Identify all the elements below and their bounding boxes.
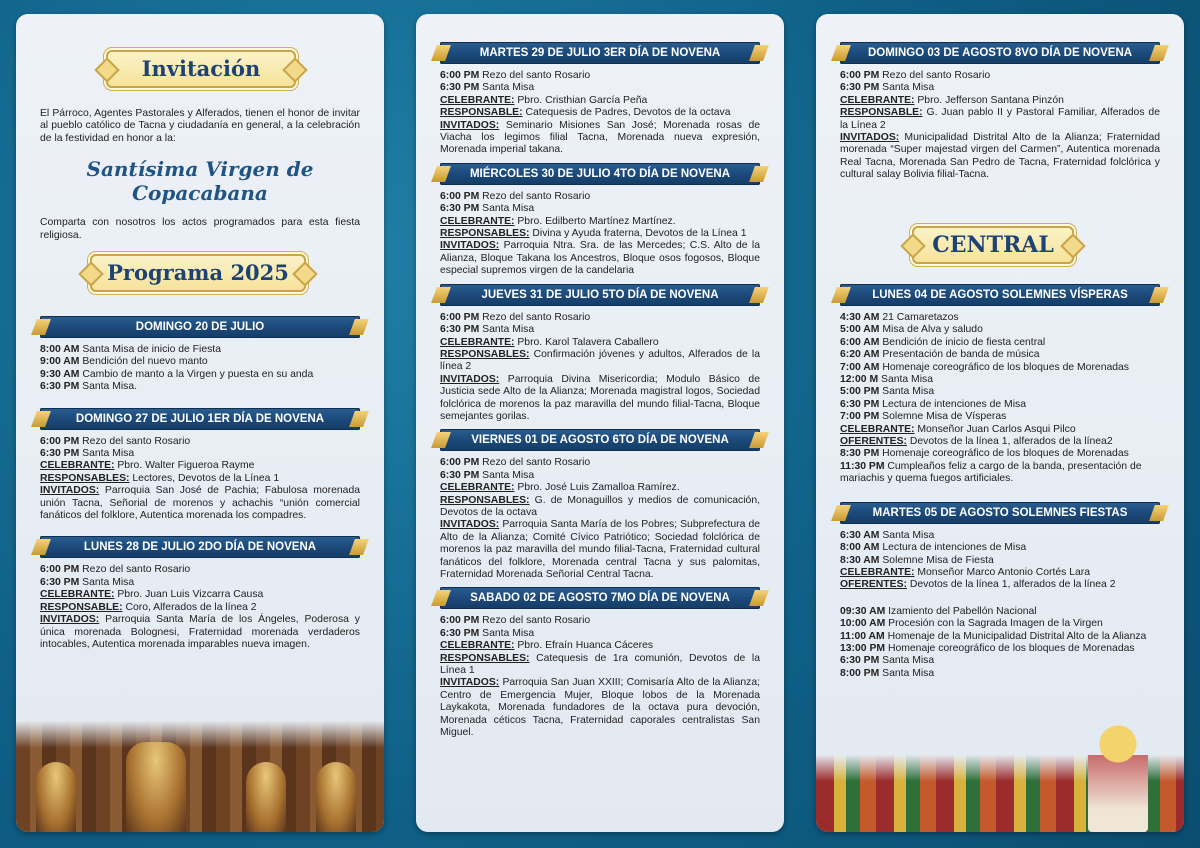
- activity: Santa Misa: [82, 576, 135, 588]
- celebrante-value: Pbro. Edilberto Martínez Martínez.: [517, 215, 676, 227]
- schedule-list: [840, 70, 1160, 182]
- time: 6:00 AM: [840, 336, 880, 348]
- day-header: DOMINGO 03 DE AGOSTO 8VO DÍA DE NOVENA: [840, 42, 1160, 64]
- responsables-label: RESPONSABLES:: [440, 494, 530, 506]
- activity: Santa Misa: [882, 667, 935, 679]
- time: 6:30 PM: [840, 398, 880, 410]
- activity: Rezo del santo Rosario: [82, 435, 191, 447]
- activity: Homenaje coreográfico de los bloques de Morenadas: [882, 448, 1129, 460]
- celebrante-label: CELEBRANTE:: [440, 640, 515, 652]
- responsables-value: Catequesis de Padres, Devotos de la octava: [525, 107, 731, 119]
- altar-arch: [246, 762, 286, 832]
- celebrante-value: Monseñor Marco Antonio Cortés Lara: [917, 566, 1091, 578]
- responsables: [40, 473, 360, 485]
- invitados-value: Parroquia Santa María de los Pobres; Subprefectura de Alto de la Alianza; Comité Cívico Patriótico; Sociedad folclórica de morenos la paz maravilla del mundo filial-Tacna, Fraternidad cultural fanáticos del folklore, Morenada central Tacna y sus palomitas, Fraternidad Morenada Señorial Central Tacna.: [440, 519, 760, 580]
- activity: Rezo del santo Rosario: [482, 190, 591, 202]
- celebrante: [40, 589, 360, 601]
- schedule-item: [840, 312, 1160, 324]
- time: 6:30 PM: [40, 576, 80, 588]
- schedule-list: [440, 191, 760, 278]
- oferentes: [840, 579, 1160, 591]
- activity: Lectura de intenciones de Misa: [882, 398, 1026, 410]
- time: 6:20 AM: [840, 349, 880, 361]
- time: 6:30 PM: [840, 655, 880, 667]
- schedule-list: [840, 530, 1160, 680]
- invitados: [40, 485, 360, 522]
- schedule-item: [840, 448, 1160, 460]
- activity: Rezo del santo Rosario: [482, 70, 591, 81]
- time: 9:00 AM: [40, 356, 80, 368]
- invitados-value: Parroquia Ntra. Sra. de las Mercedes; C.S. Alto de la Alianza, Bloque Takana los Ancestros, Bloque osos fogosos, Bloque especial supremos virgen de la candelaria: [440, 240, 760, 277]
- day-header: LUNES 04 DE AGOSTO SOLEMNES VÍSPERAS: [840, 284, 1160, 306]
- activity: Santa Misa: [881, 374, 933, 386]
- celebrante-value: Pbro. Efraín Huanca Cáceres: [517, 640, 654, 652]
- activity: Solemne Misa de Fiesta: [882, 554, 994, 566]
- responsables: [440, 653, 760, 678]
- schedule-item: [840, 349, 1160, 361]
- responsables: [440, 349, 760, 374]
- activity: Rezo del santo Rosario: [482, 457, 591, 469]
- activity: Misa de Alva y saludo: [882, 324, 983, 336]
- schedule-item: [840, 530, 1160, 542]
- invitados-label: INVITADOS:: [440, 240, 500, 252]
- schedule-list: [840, 312, 1160, 486]
- time: 7:00 PM: [840, 411, 880, 423]
- day-header: DOMINGO 20 DE JULIO: [40, 316, 360, 338]
- schedule-list: [440, 615, 760, 739]
- time: 6:30 PM: [440, 627, 480, 639]
- activity: Rezo del santo Rosario: [482, 615, 591, 627]
- activity: Bendición del nuevo manto: [82, 356, 208, 368]
- schedule-item: [440, 70, 760, 82]
- activity: Santa Misa: [482, 324, 535, 336]
- celebrante-value: Pbro. Juan Luis Vizcarra Causa: [117, 589, 264, 601]
- celebrante: [840, 424, 1160, 436]
- day-header: JUEVES 31 DE JULIO 5TO DÍA DE NOVENA: [440, 284, 760, 306]
- activity: Santa Misa: [482, 627, 535, 639]
- celebrante-label: CELEBRANTE:: [440, 482, 515, 494]
- invitados-value: Parroquia Santa María de los Ángeles, Poderosa y única morenada Bolognesi, Fraternidad morenada verdaderos intocables, Autentica morenada imparables nueva imagen.: [40, 614, 361, 650]
- oferentes: [840, 436, 1160, 448]
- invitados: [440, 240, 760, 277]
- schedule-item: [840, 643, 1160, 655]
- day-header: MARTES 29 DE JULIO 3ER DÍA DE NOVENA: [440, 42, 760, 64]
- time: 6:00 PM: [440, 70, 480, 81]
- oferentes-label: OFERENTES:: [840, 436, 907, 448]
- schedule-item: [840, 668, 1160, 680]
- schedule-item: [440, 312, 760, 324]
- celebrante: [40, 460, 360, 472]
- schedule-item: [840, 631, 1160, 643]
- invitation-title: Invitación: [141, 56, 261, 81]
- activity: Solemne Misa de Vísperas: [882, 411, 1007, 423]
- schedule-list: [40, 436, 360, 523]
- schedule-list: [440, 312, 760, 424]
- time: 8:30 AM: [840, 554, 880, 566]
- responsables-value: Coro, Alferados de la línea 2: [125, 601, 257, 613]
- time: 6:00 PM: [440, 615, 480, 627]
- schedule-item: [840, 618, 1160, 630]
- panel-left: [16, 14, 384, 832]
- celebrante: [440, 95, 760, 107]
- schedule-item: [40, 381, 360, 393]
- activity: Cambio de manto a la Virgen y puesta en su anda: [82, 368, 314, 380]
- schedule-item: [40, 369, 360, 381]
- invitados: [440, 120, 760, 157]
- intro-text: El Párroco, Agentes Pastorales y Alferados, tienen el honor de invitar al pueblo católico de Tacna y ciudadanía en general, a la celebración de la festividad en honor a la:: [40, 108, 360, 144]
- activity: Cumpleaños feliz a cargo de la banda, presentación de mariachis y quema fuegos artificiales.: [840, 460, 1142, 485]
- responsables-value: G. Juan pablo II y Pastoral Familiar, Alferados de la Línea 2: [840, 107, 1160, 131]
- activity: Rezo del santo Rosario: [882, 70, 991, 81]
- celebrante: [840, 567, 1160, 579]
- celebrante-label: CELEBRANTE:: [840, 423, 915, 435]
- time: 6:00 PM: [40, 564, 80, 576]
- schedule-item: [840, 606, 1160, 618]
- central-title: CENTRAL: [932, 232, 1054, 258]
- schedule-item: [840, 82, 1160, 94]
- invitados-value: Parroquia San Juan XXIII; Comisaría Alto de la Alianza; Centro de Emergencia Mujer, Bloque lobos de la Morenada Laykakota, Morenada fundadores de la octava pura devoción, Morenada céticos Tacna, Fraternidad caporales centralistas San Miguel.: [440, 677, 760, 739]
- responsables: [440, 107, 760, 119]
- altar-arch: [126, 742, 186, 832]
- day-header: SABADO 02 DE AGOSTO 7MO DÍA DE NOVENA: [440, 587, 760, 609]
- schedule-list: [40, 564, 360, 651]
- time: 8:00 AM: [40, 344, 80, 355]
- schedule-item: [840, 324, 1160, 336]
- celebrante-label: CELEBRANTE:: [440, 215, 515, 227]
- celebrante-value: Monseñor Juan Carlos Asqui Pilco: [917, 423, 1076, 435]
- activity: Rezo del santo Rosario: [82, 564, 191, 576]
- schedule-item: [840, 70, 1160, 82]
- responsables-value: Catequesis de 1ra comunión, Devotos de la Línea 1: [440, 652, 760, 677]
- time: 5:00 AM: [840, 324, 880, 336]
- celebrante: [440, 337, 760, 349]
- responsables: [440, 495, 760, 520]
- schedule-item: [840, 555, 1160, 567]
- schedule-item: [840, 374, 1160, 386]
- responsables-label: RESPONSABLE:: [440, 107, 523, 119]
- schedule-item: [840, 461, 1160, 486]
- schedule-item: [840, 399, 1160, 411]
- activity: Santa Misa de inicio de Fiesta: [82, 344, 221, 355]
- celebrante-label: CELEBRANTE:: [440, 336, 515, 348]
- time: 5:00 PM: [840, 386, 880, 398]
- activity: Santa Misa: [882, 529, 935, 541]
- responsables-label: RESPONSABLES:: [440, 348, 530, 360]
- invitados: [440, 519, 760, 581]
- panel-middle: [416, 14, 784, 832]
- schedule-item: [40, 436, 360, 448]
- activity: Santa Misa: [882, 655, 935, 667]
- share-text: Comparta con nosotros los actos programados para esta fiesta religiosa.: [40, 217, 360, 241]
- virgin-statue-image: [1088, 722, 1148, 832]
- responsables: [840, 107, 1160, 132]
- time: 09:30 AM: [840, 605, 886, 617]
- time: 6:30 PM: [40, 448, 80, 460]
- celebrante-value: Pbro. Jefferson Santana Pinzón: [917, 94, 1064, 106]
- time: 6:00 PM: [440, 457, 480, 469]
- invitados-label: INVITADOS:: [440, 119, 500, 131]
- schedule-item: [440, 457, 760, 469]
- schedule-item: [40, 356, 360, 368]
- time: 6:30 PM: [440, 82, 480, 94]
- celebrante-label: CELEBRANTE:: [40, 589, 115, 601]
- responsables-label: RESPONSABLE:: [40, 601, 123, 613]
- altar-arch: [316, 762, 356, 832]
- schedule-item: [840, 337, 1160, 349]
- activity: Presentación de banda de música: [882, 349, 1040, 361]
- schedule-item: [840, 655, 1160, 667]
- celebrante-value: Pbro. Cristhian García Peña: [517, 94, 648, 106]
- celebrante: [440, 482, 760, 494]
- schedule-item: [840, 411, 1160, 423]
- activity: 21 Camaretazos: [882, 312, 959, 323]
- activity: Santa Misa: [882, 386, 935, 398]
- schedule-item: [440, 324, 760, 336]
- schedule-item: [840, 386, 1160, 398]
- invitados-label: INVITADOS:: [40, 485, 100, 497]
- oferentes-label: OFERENTES:: [840, 579, 907, 591]
- invitados-label: INVITADOS:: [440, 677, 500, 689]
- oferentes-value: Devotos de la línea 1, alferados de la línea2: [909, 436, 1113, 448]
- time: 12:00 M: [840, 374, 879, 386]
- responsables: [40, 602, 360, 614]
- invitados-label: INVITADOS:: [440, 519, 500, 531]
- celebrante-label: CELEBRANTE:: [840, 566, 915, 578]
- time: 11:30 PM: [840, 460, 885, 472]
- schedule-item: [440, 628, 760, 640]
- time: 8:00 AM: [840, 542, 880, 554]
- day-header: LUNES 28 DE JULIO 2DO DÍA DE NOVENA: [40, 536, 360, 558]
- time: 6:00 PM: [840, 70, 880, 81]
- invitados-label: INVITADOS:: [440, 373, 500, 385]
- invitados-label: INVITADOS:: [840, 132, 900, 144]
- activity: Lectura de intenciones de Misa: [882, 542, 1027, 554]
- invitados: [440, 677, 760, 739]
- time: 6:30 PM: [40, 381, 80, 393]
- activity: Santa Misa: [482, 82, 535, 94]
- schedule-list: [440, 70, 760, 157]
- responsables-label: RESPONSABLES:: [40, 472, 130, 484]
- program-title: Programa 2025: [107, 260, 289, 285]
- time: 4:30 AM: [840, 312, 880, 323]
- schedule-item: [40, 564, 360, 576]
- day-header: MIÉRCOLES 30 DE JULIO 4TO DÍA DE NOVENA: [440, 163, 760, 185]
- celebrante-label: CELEBRANTE:: [440, 94, 515, 106]
- time: 6:00 PM: [440, 190, 480, 202]
- celebrante: [840, 95, 1160, 107]
- activity: Rezo del santo Rosario: [482, 311, 591, 323]
- activity: Santa Misa: [882, 82, 935, 94]
- celebrante: [440, 640, 760, 652]
- responsables-value: G. de Monaguillos y medios de comunicación, Devotos de la octava: [440, 494, 760, 518]
- time: 9:30 AM: [40, 368, 80, 380]
- schedule-item: [440, 191, 760, 203]
- responsables-label: RESPONSABLE:: [840, 107, 923, 119]
- responsables-value: Confirmación jóvenes y adultos, Alferados de la línea 2: [440, 348, 761, 373]
- responsables-value: Divina y Ayuda fraterna, Devotos de la Línea 1: [532, 228, 747, 240]
- time: 11:00 AM: [840, 630, 885, 642]
- schedule-list: [440, 457, 760, 581]
- time: 6:30 PM: [440, 203, 480, 215]
- invitados: [840, 132, 1160, 182]
- responsables-value: Lectores, Devotos de la Línea 1: [132, 472, 280, 484]
- schedule-item: [40, 448, 360, 460]
- time: 8:00 PM: [840, 667, 880, 679]
- time: 7:00 AM: [840, 361, 880, 373]
- day-header: DOMINGO 27 DE JULIO 1ER DÍA DE NOVENA: [40, 408, 360, 430]
- activity: Procesión con la Sagrada Imagen de la Virgen: [888, 618, 1103, 630]
- time: 13:00 PM: [840, 642, 886, 654]
- schedule-list: [40, 344, 360, 394]
- schedule-item: [840, 362, 1160, 374]
- celebrante: [440, 216, 760, 228]
- time: 10:00 AM: [840, 618, 886, 630]
- invitados-value: Parroquia San José de Pachia; Fabulosa morenada unión Tacna, Señorial de morenos y achachis “unión comercial fanáticos del folklore, Autentica morenada los compadres.: [40, 485, 361, 522]
- time: 6:30 PM: [840, 82, 880, 94]
- invitados-value: Parroquia Divina Misericordia; Modulo Básico de Justicia sede Alto de la Alianza; Morenada magistral logos, Sociedad folclórica de morenos la paz maravilla del mundo filial-Tacna, Bloque semejantes gorilas.: [440, 373, 760, 422]
- celebrante-label: CELEBRANTE:: [40, 460, 115, 472]
- responsables: [440, 228, 760, 240]
- church-altar-image: [16, 720, 384, 832]
- invitados-value: Seminario Misiones San José; Morenada rosas de Viacha los legimos filial Tacna, Morenada nueva expresión, Morenada imperial takana.: [440, 119, 760, 156]
- day-header: MARTES 05 DE AGOSTO SOLEMNES FIESTAS: [840, 502, 1160, 524]
- activity: Bendición de inicio de fiesta central: [882, 336, 1046, 348]
- celebrante-value: Pbro. Karol Talavera Caballero: [517, 336, 659, 348]
- celebrante-value: Pbro. Walter Figueroa Rayme: [117, 460, 255, 472]
- schedule-item: [40, 577, 360, 589]
- program-badge: [90, 254, 306, 292]
- schedule-item: [440, 470, 760, 482]
- activity: Santa Misa.: [82, 381, 138, 393]
- celebrante-label: CELEBRANTE:: [840, 94, 915, 106]
- schedule-item: [440, 615, 760, 627]
- schedule-item: [840, 542, 1160, 554]
- activity: Izamiento del Pabellón Nacional: [888, 605, 1037, 617]
- time: 6:00 PM: [440, 311, 480, 323]
- responsables-label: RESPONSABLES:: [440, 652, 530, 664]
- activity: Homenaje de la Municipalidad Distrital Alto de la Alianza: [887, 630, 1147, 642]
- time: 6:30 PM: [440, 324, 480, 336]
- responsables-label: RESPONSABLES:: [440, 228, 530, 240]
- schedule-item: [440, 203, 760, 215]
- activity: Santa Misa: [82, 448, 135, 460]
- invitados-label: INVITADOS:: [40, 614, 100, 626]
- activity: Homenaje coreográfico de los bloques de Morenadas: [887, 642, 1135, 654]
- panel-right: [816, 14, 1184, 832]
- time: 6:30 PM: [440, 469, 480, 481]
- invitados: [440, 374, 760, 424]
- time: 6:30 AM: [840, 529, 880, 541]
- altar-arch: [36, 762, 76, 832]
- invitados-value: Municipalidad Distrital Alto de la Alianza; Fraternidad morenada “Super majestad virgen del Carmen”, Autentica morenada Real Tacna, Morenada San Pedro de Tacna, Fraternidad folclórica y cultural salay Bolivia filial-Tacna.: [840, 132, 1160, 181]
- invitados: [40, 614, 360, 651]
- celebrante-value: Pbro. José Luis Zamalloa Ramírez.: [517, 482, 680, 494]
- schedule-item: [40, 344, 360, 356]
- central-badge: [912, 226, 1074, 264]
- virgin-name: Santísima Virgen de Copacabana: [86, 157, 314, 206]
- oferentes-value: Devotos de la línea 1, alferados de la línea 2: [909, 579, 1116, 591]
- activity: Santa Misa: [482, 469, 535, 481]
- activity: Homenaje coreográfico de los bloques de Morenadas: [882, 361, 1130, 373]
- time: 6:00 PM: [40, 435, 80, 447]
- time: 8:30 PM: [840, 448, 880, 460]
- activity: Santa Misa: [482, 203, 535, 215]
- day-header: VIERNES 01 DE AGOSTO 6TO DÍA DE NOVENA: [440, 429, 760, 451]
- invitation-badge: [106, 50, 296, 88]
- schedule-item: [440, 82, 760, 94]
